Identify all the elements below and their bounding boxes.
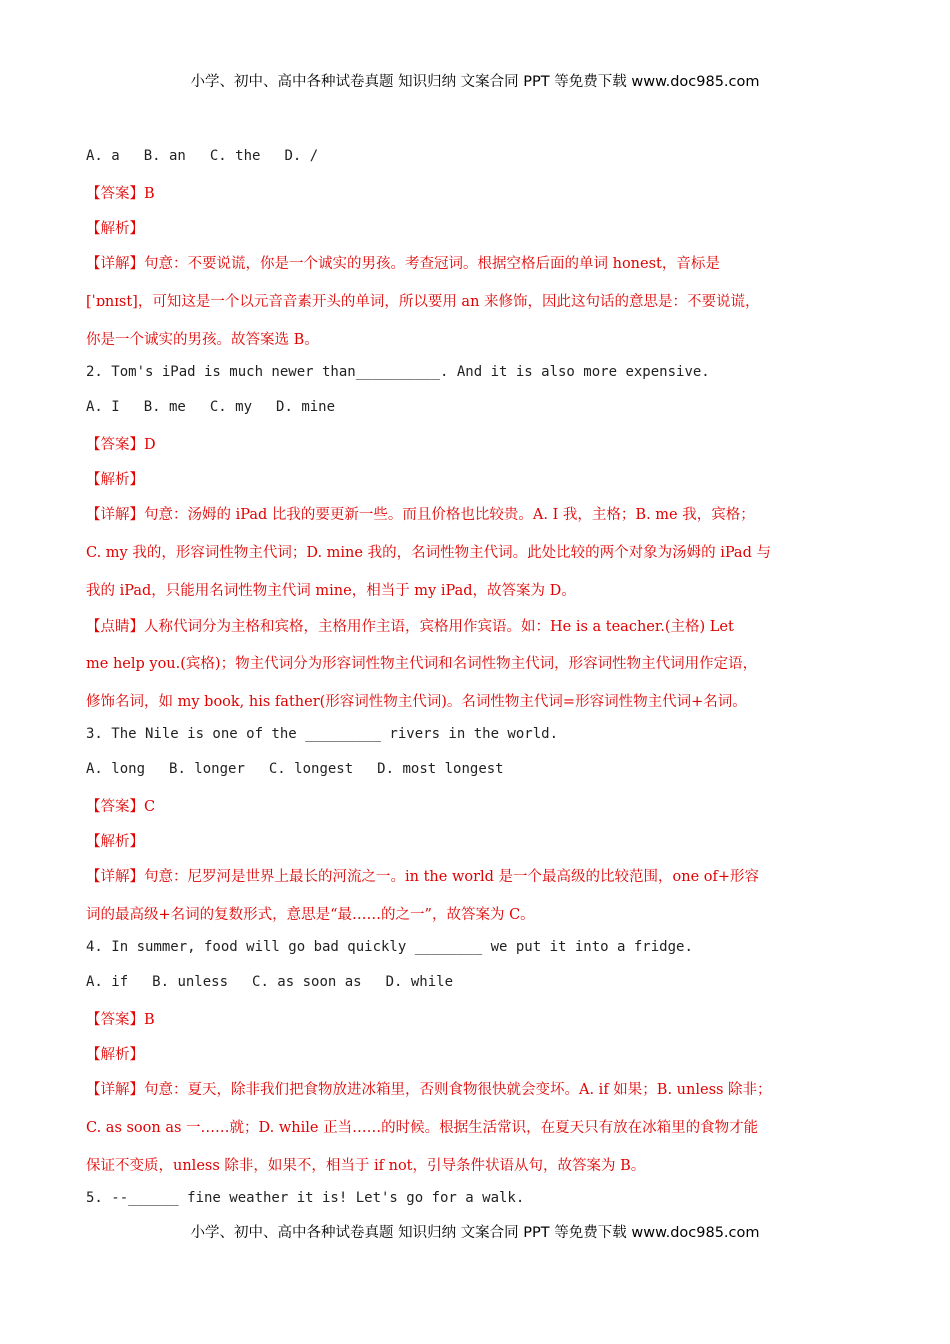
option-a: A. long xyxy=(86,761,146,777)
option-d: D. most longest xyxy=(377,761,504,777)
q2-detail-3: 我的 iPad，只能用名词性物主代词 mine，相当于 my iPad，故答案为 D。 xyxy=(86,583,576,599)
q2-answer: 【答案】D xyxy=(86,437,156,453)
option-b: B. longer xyxy=(169,761,245,777)
q1-detail-2: [ˈɒnɪst]，可知这是一个以元音音素开头的单词，所以要用 an 来修饰，因此这句话的意思是：不要说谎， xyxy=(86,294,760,310)
option-d: D. mine xyxy=(276,399,336,415)
option-c: C. as soon as xyxy=(252,974,362,990)
option-a: A. I xyxy=(86,399,120,415)
q4-options xyxy=(86,974,477,990)
option-b: B. unless xyxy=(152,974,229,990)
q4-answer: 【答案】B xyxy=(86,1012,155,1028)
q2-detail-1: 【详解】句意：汤姆的 iPad 比我的要更新一些。而且价格也比较贵。A. I 我，主格；B. me 我，宾格； xyxy=(86,507,755,523)
q1-answer: 【答案】B xyxy=(86,186,155,202)
option-d: D. while xyxy=(385,974,454,990)
q3-detail-1: 【详解】句意：尼罗河是世界上最长的河流之一。in the world 是一个最高级的比较范围，one of+形容 xyxy=(86,869,760,885)
option-a: A. if xyxy=(86,974,129,990)
page-footer: 小学、初中、高中各种试卷真题 知识归纳 文案合同 PPT 等免费下载 www.doc985.com xyxy=(190,1225,760,1241)
q2-tip-1: 【点睛】人称代词分为主格和宾格，主格用作主语，宾格用作宾语。如：He is a teacher.(主格) Let xyxy=(86,619,734,635)
q4-detail-3: 保证不变质，unless 除非，如果不，相当于 if not，引导条件状语从句，故答案为 B。 xyxy=(86,1158,646,1174)
page-header: 小学、初中、高中各种试卷真题 知识归纳 文案合同 PPT 等免费下载 www.doc985.com xyxy=(190,74,760,90)
option-d: D. / xyxy=(284,148,319,164)
option-b: B. an xyxy=(143,148,186,164)
q3-analysis: 【解析】 xyxy=(86,834,144,850)
q2-options xyxy=(86,399,359,415)
q4-analysis: 【解析】 xyxy=(86,1047,144,1063)
q4-detail-1: 【详解】句意：夏天，除非我们把食物放进冰箱里，否则食物很快就会变坏。A. if 如果；B. unless 除非； xyxy=(86,1082,772,1098)
q2-tip-2: me help you.(宾格)；物主代词分为形容词性物主代词和名词性物主代词，形容词性物主代词用作定语， xyxy=(86,656,758,672)
q5-question: 5. --______ fine weather it is! Let's go for a walk. xyxy=(86,1190,525,1206)
q1-options xyxy=(86,148,342,164)
option-c: C. my xyxy=(209,399,253,415)
option-a: A. a xyxy=(86,148,120,164)
option-c: C. longest xyxy=(268,761,354,777)
q3-detail-2: 词的最高级+名词的复数形式，意思是“最……的之一”，故答案为 C。 xyxy=(86,907,535,923)
q3-question: 3. The Nile is one of the _________ rivers in the world. xyxy=(86,726,559,742)
q4-question: 4. In summer, food will go bad quickly ________ we put it into a fridge. xyxy=(86,939,693,955)
q1-analysis: 【解析】 xyxy=(86,221,144,237)
q2-tip-3: 修饰名词，如 my book, his father(形容词性物主代词)。名词性物主代词=形容词性物主代词+名词。 xyxy=(86,694,747,710)
q3-answer: 【答案】C xyxy=(86,799,156,815)
q1-detail-1: 【详解】句意：不要说谎，你是一个诚实的男孩。考查冠词。根据空格后面的单词 honest，音标是 xyxy=(86,256,720,272)
q4-detail-2: C. as soon as 一……就；D. while 正当……的时候。根据生活常识，在夏天只有放在冰箱里的食物才能 xyxy=(86,1120,759,1136)
q1-detail-3: 你是一个诚实的男孩。故答案选 B。 xyxy=(86,332,319,348)
option-c: C. the xyxy=(209,148,261,164)
q2-analysis: 【解析】 xyxy=(86,472,144,488)
option-b: B. me xyxy=(143,399,186,415)
q2-detail-2: C. my 我的，形容词性物主代词；D. mine 我的，名词性物主代词。此处比较的两个对象为汤姆的 iPad 与 xyxy=(86,545,771,561)
q2-question: 2. Tom's iPad is much newer than__________. And it is also more expensive. xyxy=(86,364,710,380)
q3-options xyxy=(86,761,528,777)
